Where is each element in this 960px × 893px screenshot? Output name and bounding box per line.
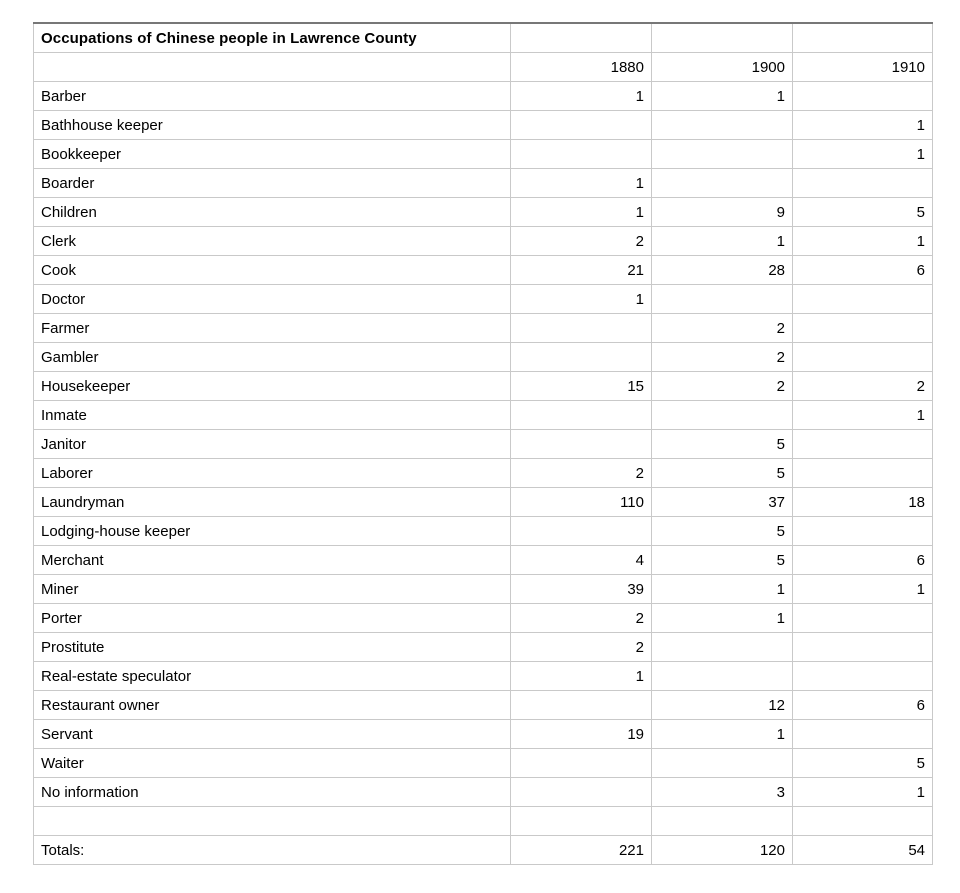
count-cell-1910: [793, 343, 933, 372]
count-cell-1900: 2: [652, 372, 793, 401]
table-row: [34, 140, 933, 169]
count-cell-1910: 1: [793, 227, 933, 256]
table-row: [34, 401, 933, 430]
totals-value-1880: 221: [511, 836, 652, 865]
table-row: [34, 314, 933, 343]
occupation-cell: Bookkeeper: [34, 140, 511, 169]
count-cell-1910: [793, 517, 933, 546]
table-row: [34, 633, 933, 662]
occupation-cell: Real-estate speculator: [34, 662, 511, 691]
count-cell-1910: [793, 604, 933, 633]
count-cell-1910: 1: [793, 401, 933, 430]
occupation-cell: Farmer: [34, 314, 511, 343]
table-row: [34, 488, 933, 517]
totals-value-1910: 54: [793, 836, 933, 865]
table-row: [34, 256, 933, 285]
occupation-cell: Lodging-house keeper: [34, 517, 511, 546]
count-cell-1880: [511, 401, 652, 430]
count-cell-1900: 1: [652, 604, 793, 633]
count-cell-1900: 5: [652, 546, 793, 575]
occupation-cell: Children: [34, 198, 511, 227]
occupation-cell: Gambler: [34, 343, 511, 372]
count-cell-1910: 5: [793, 198, 933, 227]
empty-corner-cell: [34, 53, 511, 82]
count-cell-1880: [511, 314, 652, 343]
count-cell-1880: 1: [511, 285, 652, 314]
occupation-cell: Restaurant owner: [34, 691, 511, 720]
count-cell-1910: 6: [793, 546, 933, 575]
occupation-cell: Prostitute: [34, 633, 511, 662]
occupation-cell: Merchant: [34, 546, 511, 575]
count-cell-1880: 2: [511, 604, 652, 633]
table-row: [34, 749, 933, 778]
count-cell-1880: 39: [511, 575, 652, 604]
count-cell-1910: 1: [793, 111, 933, 140]
count-cell-1900: [652, 807, 793, 836]
count-cell-1910: 6: [793, 256, 933, 285]
count-cell-1910: [793, 430, 933, 459]
year-header-1880: 1880: [511, 53, 652, 82]
count-cell-1880: [511, 140, 652, 169]
count-cell-1900: [652, 140, 793, 169]
title-row: [34, 23, 933, 53]
count-cell-1880: 2: [511, 227, 652, 256]
count-cell-1880: 15: [511, 372, 652, 401]
occupation-cell: Clerk: [34, 227, 511, 256]
count-cell-1880: 19: [511, 720, 652, 749]
count-cell-1880: [511, 517, 652, 546]
table-row: [34, 169, 933, 198]
table-row: [34, 575, 933, 604]
count-cell-1880: 1: [511, 662, 652, 691]
count-cell-1900: 28: [652, 256, 793, 285]
table-row: [34, 517, 933, 546]
count-cell-1880: [511, 430, 652, 459]
count-cell-1900: [652, 285, 793, 314]
count-cell-1880: 1: [511, 82, 652, 111]
year-header-1910: 1910: [793, 53, 933, 82]
count-cell-1880: [511, 807, 652, 836]
occupation-cell: Laborer: [34, 459, 511, 488]
occupation-cell: Porter: [34, 604, 511, 633]
count-cell-1900: 37: [652, 488, 793, 517]
table-row: [34, 430, 933, 459]
count-cell-1900: [652, 169, 793, 198]
count-cell-1900: 3: [652, 778, 793, 807]
count-cell-1910: [793, 459, 933, 488]
occupation-cell: Bathhouse keeper: [34, 111, 511, 140]
count-cell-1900: 12: [652, 691, 793, 720]
count-cell-1910: [793, 314, 933, 343]
count-cell-1880: [511, 749, 652, 778]
table-row: [34, 82, 933, 111]
occupation-cell: Doctor: [34, 285, 511, 314]
count-cell-1900: 1: [652, 720, 793, 749]
count-cell-1900: 1: [652, 575, 793, 604]
table-row: [34, 691, 933, 720]
count-cell-1910: [793, 807, 933, 836]
count-cell-1910: [793, 662, 933, 691]
count-cell-1880: 4: [511, 546, 652, 575]
count-cell-1880: [511, 778, 652, 807]
count-cell-1880: 2: [511, 633, 652, 662]
occupation-cell: No information: [34, 778, 511, 807]
table-row: [34, 720, 933, 749]
totals-value-1900: 120: [652, 836, 793, 865]
occupation-cell: Cook: [34, 256, 511, 285]
count-cell-1900: 2: [652, 314, 793, 343]
count-cell-1900: 1: [652, 227, 793, 256]
count-cell-1910: [793, 82, 933, 111]
totals-label-cell: Totals:: [34, 836, 511, 865]
occupation-cell: Inmate: [34, 401, 511, 430]
count-cell-1910: 5: [793, 749, 933, 778]
totals-row: [34, 836, 933, 865]
count-cell-1900: 5: [652, 430, 793, 459]
count-cell-1880: [511, 343, 652, 372]
count-cell-1880: 2: [511, 459, 652, 488]
count-cell-1880: [511, 111, 652, 140]
count-cell-1880: 1: [511, 169, 652, 198]
occupation-cell: Laundryman: [34, 488, 511, 517]
count-cell-1900: [652, 749, 793, 778]
count-cell-1900: [652, 662, 793, 691]
count-cell-1900: 5: [652, 459, 793, 488]
count-cell-1900: 1: [652, 82, 793, 111]
count-cell-1910: 1: [793, 140, 933, 169]
occupation-cell: Janitor: [34, 430, 511, 459]
count-cell-1910: [793, 720, 933, 749]
table-row: [34, 604, 933, 633]
empty-cell: [793, 23, 933, 53]
table-row: [34, 285, 933, 314]
table-row: [34, 343, 933, 372]
count-cell-1880: 110: [511, 488, 652, 517]
occupations-table: [33, 22, 933, 865]
count-cell-1910: 18: [793, 488, 933, 517]
year-header-row: [34, 53, 933, 82]
count-cell-1910: 2: [793, 372, 933, 401]
table-row: [34, 459, 933, 488]
count-cell-1900: [652, 401, 793, 430]
table-row: [34, 198, 933, 227]
table-row: [34, 372, 933, 401]
count-cell-1910: [793, 285, 933, 314]
empty-cell: [511, 23, 652, 53]
count-cell-1900: 2: [652, 343, 793, 372]
table-title: Occupations of Chinese people in Lawrence County: [34, 23, 511, 53]
table-row: [34, 111, 933, 140]
occupation-cell: Barber: [34, 82, 511, 111]
empty-cell: [652, 23, 793, 53]
occupation-cell: Servant: [34, 720, 511, 749]
count-cell-1900: [652, 633, 793, 662]
occupation-cell: Housekeeper: [34, 372, 511, 401]
count-cell-1910: 6: [793, 691, 933, 720]
table-row: [34, 662, 933, 691]
count-cell-1900: 5: [652, 517, 793, 546]
count-cell-1900: [652, 111, 793, 140]
table-row: [34, 546, 933, 575]
occupation-cell: Waiter: [34, 749, 511, 778]
count-cell-1910: 1: [793, 778, 933, 807]
count-cell-1910: 1: [793, 575, 933, 604]
count-cell-1910: [793, 169, 933, 198]
count-cell-1880: 21: [511, 256, 652, 285]
blank-row: [34, 807, 933, 836]
occupation-cell: Miner: [34, 575, 511, 604]
count-cell-1910: [793, 633, 933, 662]
year-header-1900: 1900: [652, 53, 793, 82]
occupation-cell: Boarder: [34, 169, 511, 198]
count-cell-1880: [511, 691, 652, 720]
count-cell-1900: 9: [652, 198, 793, 227]
table-body: [34, 82, 933, 836]
count-cell-1880: 1: [511, 198, 652, 227]
occupation-cell: [34, 807, 511, 836]
table-row: [34, 778, 933, 807]
table-row: [34, 227, 933, 256]
